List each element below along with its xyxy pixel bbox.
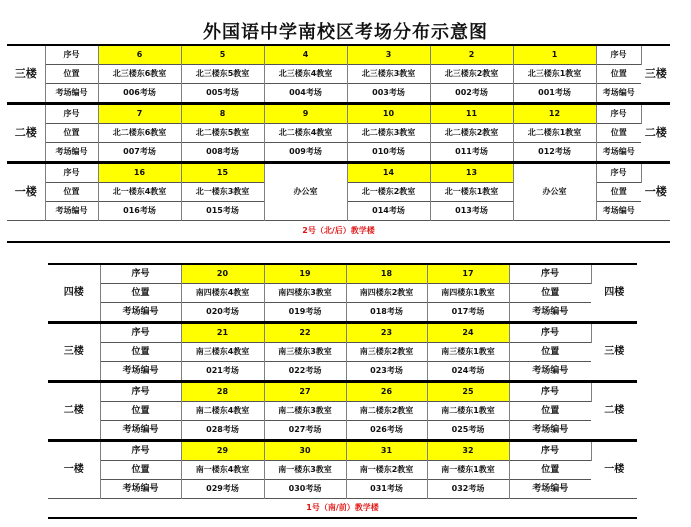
b2-floor1-location-label-left: 位置 [45, 183, 98, 202]
b1-floor4-location-row [48, 284, 637, 303]
b2-floor2-seq-row [7, 104, 670, 124]
b2-location-cell: 北三楼东3教室 [347, 65, 430, 84]
b2-floor2-label-right: 二楼 [641, 104, 670, 163]
b2-location-cell: 北二楼东6教室 [98, 124, 181, 143]
office-cell: 办公室 [264, 163, 347, 221]
b1-location-cell: 南二楼东3教室 [264, 402, 346, 421]
b1-seq-cell: 26 [346, 382, 427, 402]
b2-floor2-location-label-left: 位置 [45, 124, 98, 143]
b2-seq-cell: 14 [347, 163, 430, 183]
b1-floor3-room-row [48, 362, 637, 382]
b1-floor3-location-row [48, 343, 637, 362]
b2-location-cell: 北二楼东2教室 [430, 124, 513, 143]
b1-floor2-location-label-left: 位置 [100, 402, 181, 421]
b2-seq-cell: 7 [98, 104, 181, 124]
b2-floor1-label-left: 一楼 [7, 163, 45, 221]
b1-floor1-seq-label-left: 序号 [100, 441, 181, 461]
b1-room-cell: 017考场 [427, 303, 509, 323]
b2-room-cell: 016考场 [98, 202, 181, 221]
b2-floor3-location-label-right: 位置 [596, 65, 641, 84]
b2-floor2-location-row [7, 124, 670, 143]
b2-room-cell: 013考场 [430, 202, 513, 221]
b2-location-cell: 北三楼东1教室 [513, 65, 596, 84]
b2-seq-cell: 11 [430, 104, 513, 124]
page-title: 外国语中学南校区考场分布示意图 [203, 22, 488, 43]
b2-location-cell: 北三楼东2教室 [430, 65, 513, 84]
b2-location-cell: 北三楼东5教室 [181, 65, 264, 84]
b1-seq-cell: 23 [346, 323, 427, 343]
b2-location-cell: 北三楼东4教室 [264, 65, 347, 84]
b1-floor2-seq-row [48, 382, 637, 402]
b2-room-cell: 005考场 [181, 84, 264, 104]
b1-location-cell: 南二楼东4教室 [181, 402, 264, 421]
b2-location-cell: 北二楼东4教室 [264, 124, 347, 143]
b2-caption-row [7, 221, 670, 243]
b2-seq-cell: 2 [430, 45, 513, 65]
b2-floor1-room-label-left: 考场编号 [45, 202, 98, 221]
b1-seq-cell: 25 [427, 382, 509, 402]
b1-location-cell: 南二楼东2教室 [346, 402, 427, 421]
b1-seq-cell: 32 [427, 441, 509, 461]
b1-location-cell: 南三楼东4教室 [181, 343, 264, 362]
b2-seq-cell: 4 [264, 45, 347, 65]
b1-floor2-room-label-right: 考场编号 [509, 421, 591, 441]
b2-seq-cell: 5 [181, 45, 264, 65]
b1-floor2-seq-label-right: 序号 [509, 382, 591, 402]
b2-location-cell: 北三楼东6教室 [98, 65, 181, 84]
b1-floor1-label-left: 一楼 [48, 441, 100, 499]
b1-floor2-label-right: 二楼 [591, 382, 637, 441]
b1-floor3-location-label-left: 位置 [100, 343, 181, 362]
b1-seq-cell: 18 [346, 264, 427, 284]
office-cell: 办公室 [513, 163, 596, 221]
b1-seq-cell: 21 [181, 323, 264, 343]
b1-room-cell: 022考场 [264, 362, 346, 382]
b1-floor1-label-right: 一楼 [591, 441, 637, 499]
b2-location-cell: 北二楼东1教室 [513, 124, 596, 143]
b2-floor3-room-label-right: 考场编号 [596, 84, 641, 104]
b1-floor2-location-label-right: 位置 [509, 402, 591, 421]
b2-floor3-seq-label-right: 序号 [596, 45, 641, 65]
b1-seq-cell: 29 [181, 441, 264, 461]
b2-floor2-seq-label-left: 序号 [45, 104, 98, 124]
b1-room-cell: 030考场 [264, 480, 346, 499]
b2-room-cell: 007考场 [98, 143, 181, 163]
b1-floor1-seq-row [48, 441, 637, 461]
b2-floor1-room-label-right: 考场编号 [596, 202, 641, 221]
b1-room-cell: 020考场 [181, 303, 264, 323]
b1-floor3-room-label-right: 考场编号 [509, 362, 591, 382]
b1-location-cell: 南一楼东4教室 [181, 461, 264, 480]
b2-floor2-seq-label-right: 序号 [596, 104, 641, 124]
building1-table [48, 263, 637, 519]
b1-location-cell: 南一楼东2教室 [346, 461, 427, 480]
b2-room-cell: 012考场 [513, 143, 596, 163]
b1-floor1-seq-label-right: 序号 [509, 441, 591, 461]
b2-location-cell: 北一楼东4教室 [98, 183, 181, 202]
b2-seq-cell: 16 [98, 163, 181, 183]
b2-floor2-room-row [7, 143, 670, 163]
b1-room-cell: 027考场 [264, 421, 346, 441]
b2-floor2-room-label-left: 考场编号 [45, 143, 98, 163]
building2-caption: 2号（北/后）教学楼 [7, 221, 670, 243]
b2-seq-cell: 9 [264, 104, 347, 124]
b1-room-cell: 018考场 [346, 303, 427, 323]
b2-seq-cell: 12 [513, 104, 596, 124]
b1-seq-cell: 19 [264, 264, 346, 284]
b1-floor3-label-left: 三楼 [48, 323, 100, 382]
b1-room-cell: 019考场 [264, 303, 346, 323]
b2-room-cell: 009考场 [264, 143, 347, 163]
b2-floor3-seq-row [7, 45, 670, 65]
b1-floor4-location-label-right: 位置 [509, 284, 591, 303]
b2-location-cell: 北一楼东2教室 [347, 183, 430, 202]
b1-floor3-seq-label-right: 序号 [509, 323, 591, 343]
b1-room-cell: 025考场 [427, 421, 509, 441]
b2-seq-cell: 10 [347, 104, 430, 124]
b1-floor1-location-label-right: 位置 [509, 461, 591, 480]
b1-floor4-seq-row [48, 264, 637, 284]
b1-room-cell: 026考场 [346, 421, 427, 441]
b2-room-cell: 011考场 [430, 143, 513, 163]
b2-floor3-label-left: 三楼 [7, 45, 45, 104]
b1-location-cell: 南四楼东4教室 [181, 284, 264, 303]
b2-floor3-label-right: 三楼 [641, 45, 670, 104]
b2-room-cell: 004考场 [264, 84, 347, 104]
b1-floor4-label-left: 四楼 [48, 264, 100, 323]
b1-floor3-seq-label-left: 序号 [100, 323, 181, 343]
b1-floor1-room-row [48, 480, 637, 499]
b1-location-cell: 南四楼东2教室 [346, 284, 427, 303]
b2-floor3-location-label-left: 位置 [45, 65, 98, 84]
b2-room-cell: 008考场 [181, 143, 264, 163]
b1-location-cell: 南二楼东1教室 [427, 402, 509, 421]
b1-floor3-location-label-right: 位置 [509, 343, 591, 362]
b1-floor4-label-right: 四楼 [591, 264, 637, 323]
b2-room-cell: 006考场 [98, 84, 181, 104]
b2-floor2-room-label-right: 考场编号 [596, 143, 641, 163]
b2-floor1-seq-label-right: 序号 [596, 163, 641, 183]
b1-seq-cell: 17 [427, 264, 509, 284]
b1-floor1-room-label-left: 考场编号 [100, 480, 181, 499]
b2-location-cell: 北一楼东1教室 [430, 183, 513, 202]
b1-location-cell: 南三楼东1教室 [427, 343, 509, 362]
b2-floor3-seq-label-left: 序号 [45, 45, 98, 65]
b2-floor3-location-row [7, 65, 670, 84]
b1-floor4-room-row [48, 303, 637, 323]
b1-location-cell: 南三楼东3教室 [264, 343, 346, 362]
b2-floor1-seq-row [7, 163, 670, 183]
b2-location-cell: 北二楼东3教室 [347, 124, 430, 143]
b1-floor3-label-right: 三楼 [591, 323, 637, 382]
b1-floor4-room-label-left: 考场编号 [100, 303, 181, 323]
b1-floor2-location-row [48, 402, 637, 421]
b2-room-cell: 002考场 [430, 84, 513, 104]
b1-seq-cell: 31 [346, 441, 427, 461]
b1-floor4-seq-label-right: 序号 [509, 264, 591, 284]
b2-seq-cell: 3 [347, 45, 430, 65]
b1-floor2-seq-label-left: 序号 [100, 382, 181, 402]
b1-seq-cell: 30 [264, 441, 346, 461]
b2-seq-cell: 13 [430, 163, 513, 183]
b2-floor1-location-label-right: 位置 [596, 183, 641, 202]
b1-room-cell: 024考场 [427, 362, 509, 382]
b2-seq-cell: 15 [181, 163, 264, 183]
b1-seq-cell: 24 [427, 323, 509, 343]
b1-floor2-label-left: 二楼 [48, 382, 100, 441]
b1-floor1-room-label-right: 考场编号 [509, 480, 591, 499]
b2-room-cell: 015考场 [181, 202, 264, 221]
b1-seq-cell: 20 [181, 264, 264, 284]
building1-caption: 1号（南/前）教学楼 [48, 499, 637, 519]
b1-room-cell: 023考场 [346, 362, 427, 382]
b2-seq-cell: 8 [181, 104, 264, 124]
b1-floor4-seq-label-left: 序号 [100, 264, 181, 284]
b1-room-cell: 029考场 [181, 480, 264, 499]
b2-location-cell: 北一楼东3教室 [181, 183, 264, 202]
b1-room-cell: 032考场 [427, 480, 509, 499]
b2-floor3-room-row [7, 84, 670, 104]
b1-floor1-location-label-left: 位置 [100, 461, 181, 480]
b2-room-cell: 014考场 [347, 202, 430, 221]
b1-floor1-location-row [48, 461, 637, 480]
b1-location-cell: 南四楼东1教室 [427, 284, 509, 303]
building2-table [7, 44, 670, 243]
b2-seq-cell: 1 [513, 45, 596, 65]
b1-floor3-seq-row [48, 323, 637, 343]
b1-seq-cell: 27 [264, 382, 346, 402]
b1-seq-cell: 22 [264, 323, 346, 343]
b1-location-cell: 南四楼东3教室 [264, 284, 346, 303]
b2-room-cell: 010考场 [347, 143, 430, 163]
b2-floor1-seq-label-left: 序号 [45, 163, 98, 183]
b1-floor4-location-label-left: 位置 [100, 284, 181, 303]
b2-room-cell: 001考场 [513, 84, 596, 104]
b1-floor3-room-label-left: 考场编号 [100, 362, 181, 382]
b2-room-cell: 003考场 [347, 84, 430, 104]
b1-location-cell: 南三楼东2教室 [346, 343, 427, 362]
b1-room-cell: 031考场 [346, 480, 427, 499]
b2-location-cell: 北二楼东5教室 [181, 124, 264, 143]
b1-floor2-room-label-left: 考场编号 [100, 421, 181, 441]
b1-location-cell: 南一楼东1教室 [427, 461, 509, 480]
b1-floor2-room-row [48, 421, 637, 441]
b1-location-cell: 南一楼东3教室 [264, 461, 346, 480]
b1-floor4-room-label-right: 考场编号 [509, 303, 591, 323]
b2-floor1-label-right: 一楼 [641, 163, 670, 221]
b2-floor3-room-label-left: 考场编号 [45, 84, 98, 104]
b1-room-cell: 028考场 [181, 421, 264, 441]
b1-seq-cell: 28 [181, 382, 264, 402]
b2-floor2-location-label-right: 位置 [596, 124, 641, 143]
b2-floor2-label-left: 二楼 [7, 104, 45, 163]
b1-caption-row [48, 499, 637, 519]
b2-seq-cell: 6 [98, 45, 181, 65]
b1-room-cell: 021考场 [181, 362, 264, 382]
